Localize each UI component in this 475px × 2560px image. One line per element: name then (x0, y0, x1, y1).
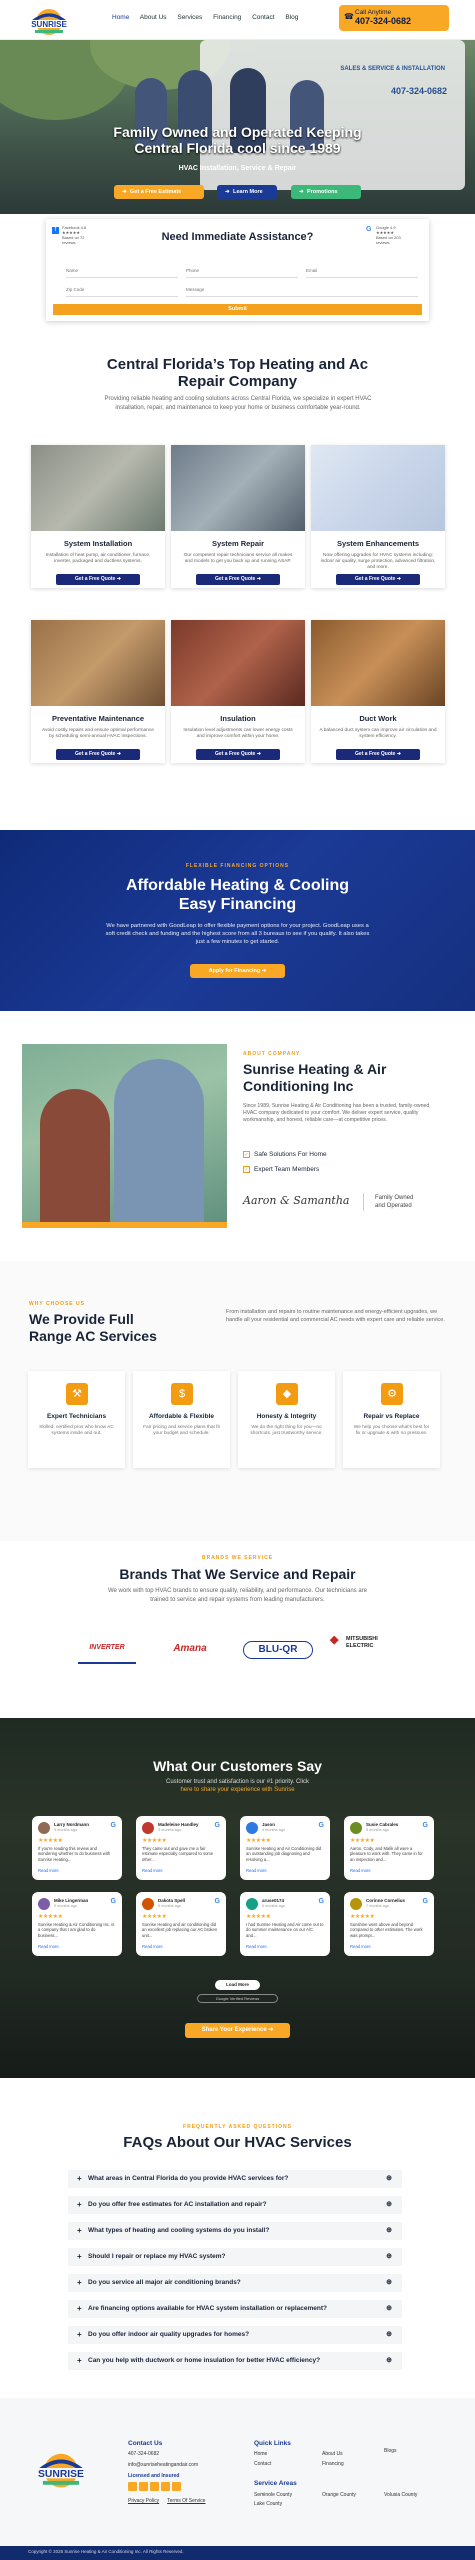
why-card (238, 1371, 335, 1468)
review-time: 5 months ago (54, 1904, 78, 1908)
about-title (243, 1061, 386, 1095)
why-card-title: Honesty & Integrity (256, 1413, 317, 1420)
reviews-subtitle-line1: Customer trust and satisfaction is our #1 priority. Click (166, 1779, 309, 1785)
check-label: Safe Solutions For Home (254, 1151, 327, 1158)
assistance-form (46, 219, 429, 321)
maintenance-image (31, 620, 165, 706)
facebook-rating-count: Based on 72 reviews (62, 235, 85, 245)
free-estimate-label: Get a Free Estimate (130, 189, 182, 195)
star-rating: ★★★★★ (38, 1838, 63, 1844)
star-rating: ★★★★★ (246, 1914, 271, 1920)
submit-button[interactable]: Submit (53, 304, 422, 315)
call-number: 407-324-0682 (355, 16, 412, 26)
faq-question: What areas in Central Florida do you provide HVAC services for? (88, 2175, 289, 2182)
reviewer-name: Susie Cabrales (366, 1822, 399, 1827)
review-card (240, 1892, 330, 1956)
faq-item[interactable] (68, 2248, 402, 2266)
footer-areas-title: Service Areas (254, 2480, 297, 2487)
service-area: Orange County (322, 2492, 356, 2498)
brands-section (0, 1541, 475, 1718)
reviewer-name: aruse0174 (262, 1898, 285, 1903)
expand-icon: ⊕ (386, 2227, 392, 2234)
checkbox-icon: ✓ (244, 1152, 249, 1158)
faq-question: Can you help with ductwork or home insulation for better HVAC efficiency? (88, 2357, 321, 2364)
about-title-line2: Conditioning Inc (243, 1078, 354, 1094)
review-text: Sunrise Heating & Air Conditioning Inc. is a company that I am glad to do business... (38, 1922, 115, 1938)
faq-item[interactable] (68, 2352, 402, 2370)
avatar (246, 1898, 258, 1910)
financing-title (0, 876, 475, 914)
why-card (343, 1371, 440, 1468)
avatar (38, 1822, 50, 1834)
email-field[interactable]: Email (306, 266, 418, 278)
check-item (243, 1151, 327, 1158)
owner-man-image (114, 1059, 204, 1228)
review-text: Sunrise Heating and Air Conditioning did an outstanding job diagnosing and resolving a... (246, 1846, 322, 1862)
technician-icon: ⚒ (66, 1383, 88, 1405)
promotions-label: Promotions (307, 189, 338, 195)
services-intro: Providing reliable heating and cooling solutions across Central Florida, we specialize in expert HVAC installation, repair, and maintenance to keep your home or business comfortable year-round. (104, 396, 372, 411)
free-estimate-button[interactable]: Get a Free Estimate ➜ (114, 185, 204, 199)
learn-more-button[interactable]: Learn More ➜ (217, 185, 277, 199)
service-title: Preventative Maintenance (51, 714, 145, 723)
check-label: Expert Team Members (254, 1166, 320, 1173)
service-card-repair (171, 445, 305, 588)
caption-line1: Family Owned (375, 1195, 414, 1201)
review-time: 7 months ago (366, 1904, 390, 1908)
facebook-rating: Facebook 4.8 ★★★★★ (62, 225, 87, 235)
signature-divider (363, 1193, 364, 1211)
why-text: From installation and repairs to routine maintenance and energy-efficient upgrades, we handle all your residential and commercial AC needs with expert care and reliable service. (226, 1309, 445, 1323)
why-card-title: Affordable & Flexible (148, 1413, 214, 1420)
brand-logo-blu-qr (243, 1641, 313, 1659)
read-more-link[interactable]: Read more (246, 1868, 267, 1873)
why-card-desc: Fair pricing and service plans that fit your budget and schedule. (143, 1425, 220, 1437)
apply-financing-button[interactable]: Apply for Financing ➜ (190, 964, 285, 978)
why-card (28, 1371, 125, 1468)
repair-image (171, 445, 305, 531)
hero-title (0, 124, 475, 156)
service-card-installation (31, 445, 165, 588)
reviews-title: What Our Customers Say (153, 1758, 322, 1774)
why-label: WHY CHOOSE US (29, 1301, 85, 1307)
faq-section (0, 2078, 475, 2398)
financing-section (0, 830, 475, 1011)
call-label: Call Anytime (355, 9, 392, 16)
review-text: If you're reading this review and wondering whether to do business with Sunrise Heating... (38, 1846, 111, 1862)
plus-icon: + (77, 2304, 82, 2313)
service-desc: Avoid costly repairs and ensure optimal performance by scheduling semi-annual HVAC inspections. (42, 728, 154, 739)
review-card (344, 1816, 434, 1880)
plus-icon: + (77, 2356, 82, 2365)
reviewer-name: Madeleine Handley (158, 1822, 199, 1827)
service-title: Duct Work (359, 714, 397, 723)
share-experience-label: Share Your Experience (201, 2027, 267, 2033)
service-title: System Repair (211, 539, 265, 548)
nav-blog[interactable]: Blog (285, 14, 299, 21)
google-icon: G (422, 1822, 428, 1829)
reviews-subtitle (0, 1778, 475, 1794)
footer-contact-title: Contact Us (128, 2440, 163, 2447)
google-icon: G (110, 1822, 116, 1829)
get-quote-button[interactable]: Get a Free Quote ➜ (196, 749, 280, 760)
star-rating: ★★★★★ (38, 1914, 63, 1920)
plus-icon: + (77, 2330, 82, 2339)
twitter-icon[interactable] (150, 2482, 159, 2491)
review-time: 4 months ago (262, 1828, 286, 1832)
site-footer (0, 2398, 475, 2560)
call-button[interactable] (339, 5, 449, 31)
hero-title-line1: Family Owned and Operated Keeping (113, 124, 362, 140)
review-time: 6 months ago (262, 1904, 286, 1908)
google-icon: G (110, 1898, 116, 1905)
footer-sunrise-logo[interactable] (30, 2446, 92, 2490)
review-card (240, 1816, 330, 1880)
avatar (38, 1898, 50, 1910)
plus-icon: + (77, 2200, 82, 2209)
diamond-icon: ◆ (276, 1383, 298, 1405)
instagram-icon[interactable] (139, 2482, 148, 2491)
review-text: Sunshine went above and beyond compared to other estimates. The work was prompt... (350, 1922, 423, 1938)
faq-question: Do you service all major air conditioning brands? (88, 2279, 241, 2286)
review-time: 3 months ago (158, 1828, 182, 1832)
plus-icon: + (77, 2278, 82, 2287)
read-more-link[interactable]: Read more (350, 1868, 371, 1873)
verified-reviews-label: Google Verified Reviews (215, 1996, 260, 2001)
nav-financing[interactable]: Financing (213, 14, 242, 21)
why-card-title: Expert Technicians (46, 1413, 107, 1420)
services-section (0, 329, 475, 800)
footer-quick-links (254, 2438, 454, 2507)
privacy-link[interactable]: Privacy Policy (128, 2498, 160, 2504)
reviewer-name: Larry Nordmann (54, 1822, 90, 1827)
read-more-link[interactable]: Read more (350, 1944, 371, 1949)
about-label: ABOUT COMPANY (243, 1051, 301, 1057)
promotions-button[interactable]: Promotions ➜ (291, 185, 361, 199)
service-card-enhancements (311, 445, 445, 588)
review-text: I had Sunrise Heating and Air come out to do summer maintenance on our A/C and... (246, 1922, 324, 1938)
google-icon: G (422, 1898, 428, 1905)
dollar-icon: $ (171, 1383, 193, 1405)
terms-link[interactable]: Terms Of Service (167, 2498, 206, 2504)
why-card-desc: Skilled, certified pros who know AC systems inside and out. (39, 1425, 114, 1437)
footer-link[interactable]: Home (254, 2451, 268, 2457)
verified-reviews-badge (197, 1994, 278, 2003)
services-title-line2: Repair Company (177, 373, 298, 390)
brand-logo-inverter (78, 1636, 136, 1664)
copyright-text: Copyright © 2025 Sunrise Heating & Air Conditioning Inc. All Rights Reserved. (28, 2549, 184, 2554)
check-item (243, 1166, 319, 1173)
why-card-desc: We do the right thing for you—no shortcuts, just trustworthy service. (250, 1425, 323, 1437)
footer-link[interactable]: Blogs (384, 2448, 397, 2454)
financing-text: We have partnered with GoodLeap to offer flexible payment options for your project. GoodLeap uses a soft credit check and funding and the highest score from all 3 bureaus to see if you qualify. It also takes just a few minutes to get started. (105, 923, 370, 945)
why-card (133, 1371, 230, 1468)
why-choose-section (0, 1261, 475, 1541)
get-quote-button[interactable]: Get a Free Quote ➜ (336, 574, 420, 585)
social-icons (128, 2482, 205, 2496)
review-time: 3 months ago (54, 1828, 78, 1832)
faq-question: Should I repair or replace my HVAC system? (88, 2253, 226, 2260)
linkedin-icon[interactable] (172, 2482, 181, 2491)
checkbox-icon: ✓ (244, 1167, 249, 1173)
why-title-line1: We Provide Full (29, 1311, 134, 1327)
avatar (350, 1822, 362, 1834)
reviewer-name: Jason (262, 1822, 276, 1827)
faq-item[interactable] (68, 2300, 402, 2318)
load-more-button[interactable]: Load More (215, 1980, 260, 1990)
faq-item[interactable] (68, 2326, 402, 2344)
read-more-link[interactable]: Read more (142, 1944, 163, 1949)
site-header (0, 0, 475, 40)
duct-work-image (311, 620, 445, 706)
get-quote-button[interactable]: Get a Free Quote ➜ (336, 749, 420, 760)
why-title-line2: Range AC Services (29, 1328, 157, 1344)
nav-about[interactable]: About Us (139, 14, 167, 21)
faq-item[interactable] (68, 2274, 402, 2292)
avatar (246, 1822, 258, 1834)
hero-section (0, 40, 475, 214)
read-more-link[interactable]: Read more (38, 1868, 59, 1873)
brand-name: MITSUBISHI ELECTRIC (346, 1636, 378, 1649)
service-desc: Now offering upgrades for HVAC systems including: indoor air quality, surge protection, advanced filtration, and more. (320, 553, 436, 570)
why-card-title: Repair vs Replace (363, 1413, 420, 1420)
hero-buttons (114, 185, 374, 199)
expand-icon: ⊕ (386, 2253, 392, 2260)
mitsubishi-diamonds-icon: ◆ (330, 1634, 339, 1646)
financing-title-line2: Easy Financing (178, 896, 297, 913)
review-time: 5 months ago (366, 1828, 390, 1832)
accent-bar (22, 1222, 227, 1228)
apply-financing-label: Apply for Financing (208, 968, 261, 974)
nav-services[interactable]: Services (177, 14, 203, 21)
reviewer-name: Mike Lingerman (54, 1898, 89, 1903)
google-icon: G (214, 1898, 220, 1905)
share-experience-button[interactable]: Share Your Experience ➜ (185, 2023, 290, 2038)
service-desc: A balanced duct system can improve air circulation and system efficiency. (319, 728, 437, 739)
about-title-line1: Sunrise Heating & Air (243, 1061, 387, 1077)
footer-logo-text: SUNRISE (38, 2469, 84, 2481)
brand-name: INVERTER (89, 1644, 125, 1651)
footer-links-title: Quick Links (254, 2440, 291, 2447)
service-card-insulation (171, 620, 305, 763)
owner-woman-image (40, 1089, 110, 1228)
expand-icon: ⊕ (386, 2201, 392, 2208)
service-title: System Enhancements (336, 539, 420, 548)
brand-logo-amana (160, 1636, 220, 1664)
footer-contact (128, 2438, 205, 2507)
name-field[interactable]: Name (66, 266, 178, 278)
zip-field[interactable]: Zip Code (66, 285, 178, 297)
sunrise-logo[interactable] (25, 3, 73, 37)
avatar (350, 1898, 362, 1910)
star-rating: ★★★★★ (142, 1914, 167, 1920)
reviewer-name: Corinne Cornelius (366, 1898, 406, 1903)
main-nav (112, 14, 307, 21)
hero-subtitle: HVAC Installation, Service & Repair (178, 165, 297, 172)
services-title-line1: Central Florida’s Top Heating and Ac (106, 356, 369, 373)
read-more-link[interactable]: Read more (142, 1868, 163, 1873)
plus-icon: + (77, 2226, 82, 2235)
get-quote-button[interactable]: Get a Free Quote ➜ (56, 574, 140, 585)
footer-copyright-bar (0, 2546, 475, 2560)
van-label: SALES & SERVICE & INSTALLATION (340, 66, 445, 72)
message-field[interactable]: Message (186, 285, 418, 297)
reviews-section (0, 1718, 475, 2078)
google-icon: G (318, 1822, 324, 1829)
assistance-form-section (0, 214, 475, 329)
financing-title-line1: Affordable Heating & Cooling (125, 877, 350, 894)
star-rating: ★★★★★ (350, 1914, 375, 1920)
star-rating: ★★★★★ (142, 1838, 167, 1844)
star-rating: ★★★★★ (246, 1838, 271, 1844)
why-card-desc: We help you choose what's best for fix or upgrade & with no pressure. (353, 1425, 430, 1437)
service-area: Seminole County (254, 2492, 293, 2498)
phone-field[interactable]: Phone (186, 266, 298, 278)
insulation-image (171, 620, 305, 706)
brand-logo-mitsubishi (330, 1636, 400, 1664)
about-text: Since 1989, Sunrise Heating & Air Conditioning has been a trusted, family-owned HVAC company dedicated to your comfort. We deliver expert service, quality workmanship, and honest, reliable care—at competitive prices. (243, 1103, 430, 1124)
facebook-icon: f (52, 227, 59, 234)
faq-item[interactable] (68, 2196, 402, 2214)
gear-icon: ⚙ (381, 1383, 403, 1405)
phone-icon: ☎ (344, 12, 354, 21)
brands-title: Brands That We Service and Repair (119, 1566, 356, 1582)
review-text: Sunrise Heating and air conditioning did an excellent job replacing our AC broken unit... (142, 1922, 218, 1938)
get-quote-label: Get a Free Quote (215, 751, 256, 757)
expand-icon: ⊕ (386, 2279, 392, 2286)
faq-item[interactable] (68, 2170, 402, 2188)
facebook-icon[interactable] (128, 2482, 137, 2491)
footer-link[interactable]: Contact (254, 2461, 272, 2467)
faq-label: FREQUENTLY ASKED QUESTIONS (183, 2124, 292, 2130)
read-more-link[interactable]: Read more (38, 1944, 59, 1949)
expand-icon: ⊕ (386, 2175, 392, 2182)
faq-question: Do you offer free estimates for AC installation and repair? (88, 2201, 267, 2208)
faq-item[interactable] (68, 2222, 402, 2240)
get-quote-label: Get a Free Quote (355, 751, 396, 757)
get-quote-label: Get a Free Quote (75, 576, 116, 582)
services-title (0, 356, 475, 390)
faq-question: Are financing options available for HVAC system installation or replacement? (88, 2305, 327, 2312)
plus-icon: + (77, 2174, 82, 2183)
footer-link[interactable]: Financing (322, 2461, 344, 2467)
service-area: Lake County (254, 2501, 283, 2507)
faq-question: Do you offer indoor air quality upgrades for homes? (88, 2331, 250, 2338)
learn-more-label: Learn More (233, 189, 263, 195)
review-card (32, 1816, 122, 1880)
nav-contact[interactable]: Contact (252, 14, 275, 21)
share-experience-link[interactable]: here to share your experience with Sunrise (180, 1787, 295, 1793)
logo-text: SUNRISE (31, 20, 67, 29)
google-rating-count: Based on 203 reviews (376, 235, 401, 245)
google-icon: G (318, 1898, 324, 1905)
review-time: 6 months ago (158, 1904, 182, 1908)
get-quote-button[interactable]: Get a Free Quote ➜ (196, 574, 280, 585)
service-title: System Installation (63, 539, 133, 548)
installation-image (31, 445, 165, 531)
service-area: Volusia County (384, 2492, 418, 2498)
why-title (29, 1311, 157, 1345)
brand-name: BLU-QR (258, 1644, 298, 1655)
service-card-duct-work (311, 620, 445, 763)
review-card (32, 1892, 122, 1956)
google-icon: G (214, 1822, 220, 1829)
footer-email[interactable]: info@sunriseheatingandair.com (128, 2462, 199, 2468)
star-rating: ★★★★★ (350, 1838, 375, 1844)
brand-name: Amana (173, 1643, 207, 1654)
van-phone: 407-324-0682 (390, 86, 447, 96)
footer-link[interactable]: About Us (322, 2451, 343, 2457)
service-desc: Installation of heat pump, air conditioner, furnace, inverter, packaged and ductless systems. (45, 553, 151, 564)
get-quote-button[interactable]: Get a Free Quote ➜ (56, 749, 140, 760)
about-section (0, 1011, 475, 1261)
plus-icon: + (77, 2252, 82, 2261)
service-card-maintenance (31, 620, 165, 763)
brands-label: BRANDS WE SERVICE (201, 1555, 274, 1561)
hero-title-line2: Central Florida cool since 1989 (134, 140, 341, 156)
financing-label: FLEXIBLE FINANCING OPTIONS (185, 863, 290, 869)
get-quote-label: Get a Free Quote (215, 576, 256, 582)
review-card (344, 1892, 434, 1956)
form-title: Need Immediate Assistance? (161, 231, 314, 243)
review-card (136, 1816, 226, 1880)
read-more-link[interactable]: Read more (246, 1944, 267, 1949)
google-rating: Google 4.9 ★★★★★ (376, 225, 396, 235)
service-title: Insulation (220, 714, 256, 723)
nav-home[interactable]: Home (112, 14, 130, 21)
expand-icon: ⊕ (386, 2357, 392, 2364)
review-card (136, 1892, 226, 1956)
signature-caption (375, 1194, 413, 1210)
footer-licensed: Licensed and Insured (128, 2473, 180, 2479)
faq-title: FAQs About Our HVAC Services (123, 2134, 352, 2151)
get-quote-label: Get a Free Quote (355, 576, 396, 582)
avatar (142, 1898, 154, 1910)
expand-icon: ⊕ (386, 2331, 392, 2338)
owners-photo (22, 1044, 227, 1228)
brands-text: We work with top HVAC brands to ensure quality, reliability, and performance. Our technicians are trained to service and repair systems from leading manufacturers. (107, 1588, 367, 1603)
owners-signature: Aaron & Samantha (243, 1194, 350, 1207)
youtube-icon[interactable] (161, 2482, 170, 2491)
enhancements-image (311, 445, 445, 531)
review-text: Aaron, Cody, and Malik all were a pleasure to work with. They came in for an inspection and... (350, 1846, 423, 1862)
get-quote-label: Get a Free Quote (75, 751, 116, 757)
caption-line2: and Operated (375, 1203, 412, 1209)
expand-icon: ⊕ (386, 2305, 392, 2312)
avatar (142, 1822, 154, 1834)
google-icon: G (366, 226, 372, 233)
footer-phone[interactable]: 407-324-0682 (128, 2451, 160, 2457)
faq-question: What types of heating and cooling systems do you install? (88, 2227, 270, 2234)
service-desc: Insulation level adjustments can lower energy costs and improve comfort within your home. (183, 728, 293, 739)
service-desc: Our competent repair technicians service all makes and models to get you back up and running ASAP. (183, 553, 293, 564)
reviewer-name: Dakota Spell (158, 1898, 186, 1903)
review-text: They came out and gave me a fair estimate especially compared to some other... (142, 1846, 214, 1862)
